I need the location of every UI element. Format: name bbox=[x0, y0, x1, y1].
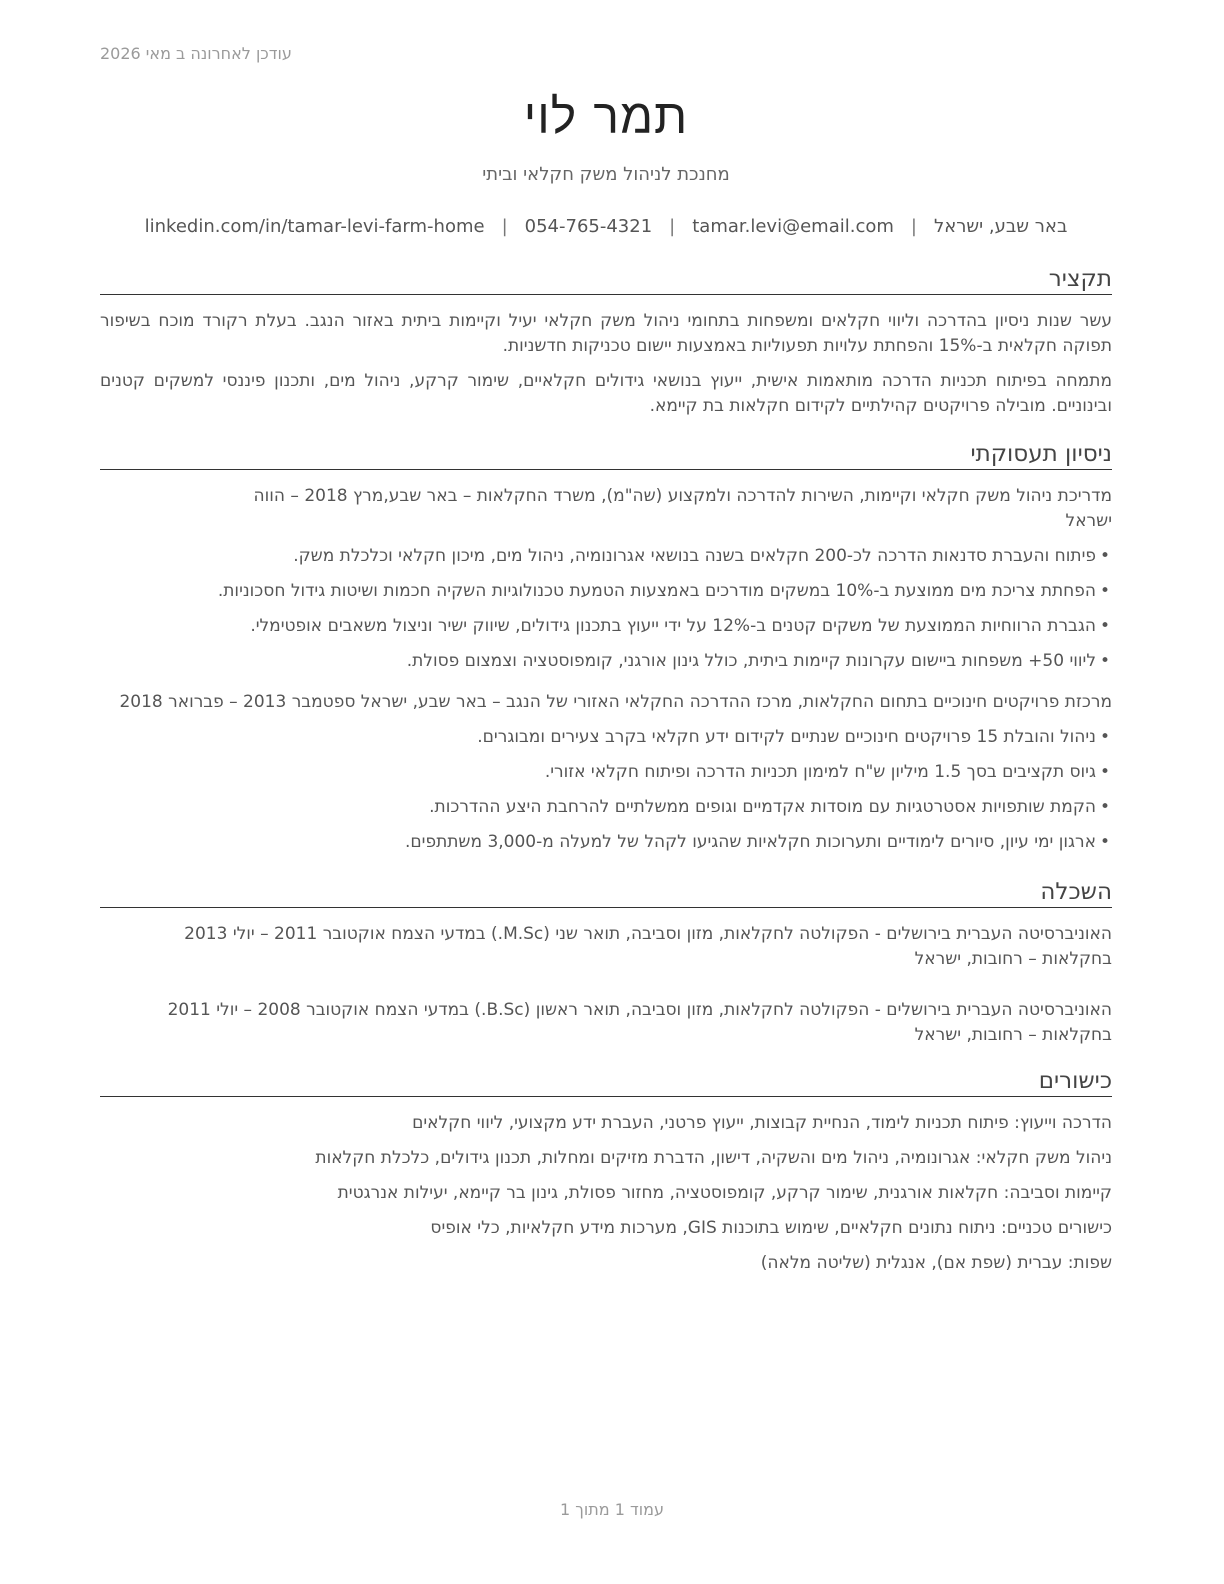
education-dates: אוקטובר 2011 – יולי 2013 bbox=[184, 924, 386, 944]
contact-separator: | bbox=[501, 216, 508, 237]
job-bullet: • גיוס תקציבים בסך 1.5 מיליון ש"ח למימון תכניות הדרכה ופיתוח חקלאי אזורי. bbox=[544, 762, 1110, 782]
job-heading bbox=[100, 484, 1112, 534]
summary-section bbox=[100, 264, 1112, 419]
contact-email[interactable]: tamar.levi@email.com bbox=[692, 216, 894, 237]
skill-line: קיימות וסביבה: חקלאות אורגנית, שימור קרקע, קומפוסטציה, מחזור פסולת, גינון בר קיימא, יעילות אנרגטית bbox=[337, 1183, 1112, 1203]
job-bullet: • ארגון ימי עיון, סיורים לימודיים ותערוכות חקלאיות שהגיעו לקהל של למעלה מ-3,000 משתתפים. bbox=[404, 832, 1110, 852]
job-bullet: • ליווי 50+ משפחות ביישום עקרונות קיימות ביתית, כולל גינון אורגני, קומפוסטציה וצמצום פסולת. bbox=[406, 651, 1110, 671]
education-entry bbox=[100, 998, 1112, 1048]
skill-line: ניהול משק חקלאי: אגרונומיה, ניהול מים והשקיה, דישון, הדברת מזיקים ומחלות, תכנון גידולים, כלכלת חקלאות bbox=[315, 1148, 1112, 1168]
job-location: ישראל bbox=[1065, 511, 1112, 531]
contact-separator: | bbox=[669, 216, 676, 237]
job-entry bbox=[100, 484, 1112, 674]
skill-line: שפות: עברית (שפת אם), אנגלית (שליטה מלאה) bbox=[760, 1253, 1112, 1273]
education-location: בחקלאות – רחובות, ישראל bbox=[914, 1025, 1112, 1045]
education-entry bbox=[100, 922, 1112, 972]
candidate-headline: מחנכת לניהול משק חקלאי וביתי bbox=[482, 164, 730, 185]
page-number: עמוד 1 מתוך 1 bbox=[560, 1500, 664, 1519]
education-degree: האוניברסיטה העברית בירושלים - הפקולטה לחקלאות, מזון וסביבה, תואר שני (M.Sc.) במדעי הצמח bbox=[391, 924, 1112, 944]
contact-phone[interactable]: 054-765-4321 bbox=[524, 216, 653, 237]
summary-paragraph: עשר שנות ניסיון בהדרכה וליווי חקלאים ומשפחות בתחומי ניהול משק חקלאי יעיל וקיימות ביתית באזור הנגב. בעלת רקורד מוכח בשיפור תפוקה חקלאית ב-15% והפחתת עלויות תפעוליות באמצעות יישום טכניקות חדשניות. bbox=[100, 311, 1112, 356]
last-updated-note: עודכן לאחרונה ב מאי 2026 bbox=[100, 44, 292, 63]
job-dates: ספטמבר 2013 – פברואר 2018 bbox=[119, 692, 356, 712]
education-section bbox=[100, 877, 1112, 1048]
job-bullet: • הפחתת צריכת מים ממוצעת ב-10% במשקים מודרכים באמצעות הטמעת טכנולוגיות השקיה חכמות ושיטות גידול חסכוניות. bbox=[217, 581, 1110, 601]
contact-linkedin[interactable]: linkedin.com/in/tamar-levi-farm-home bbox=[144, 216, 485, 237]
skill-line: הדרכה וייעוץ: פיתוח תכניות לימוד, הנחיית קבוצות, ייעוץ פרטני, העברת ידע מקצועי, ליווי חקלאים bbox=[412, 1113, 1112, 1133]
education-degree: האוניברסיטה העברית בירושלים - הפקולטה לחקלאות, מזון וסביבה, תואר ראשון (B.Sc.) במדעי הצמח bbox=[374, 1000, 1112, 1020]
job-heading bbox=[100, 690, 1112, 715]
contact-location: באר שבע, ישראל bbox=[933, 216, 1068, 237]
job-bullet: • הגברת הרווחיות הממוצעת של משקים קטנים ב-12% על ידי ייעוץ בתכנון גידולים, שיווק ישיר וניצול משאבים אופטימלי. bbox=[250, 616, 1110, 636]
experience-section bbox=[100, 439, 1112, 855]
education-title: השכלה bbox=[100, 877, 1112, 908]
summary-title: תקציר bbox=[100, 264, 1112, 295]
job-dates: מרץ 2018 – הווה bbox=[253, 486, 384, 506]
education-dates: אוקטובר 2008 – יולי 2011 bbox=[167, 1000, 370, 1020]
education-location: בחקלאות – רחובות, ישראל bbox=[914, 949, 1112, 969]
skills-section bbox=[100, 1066, 1112, 1276]
resume-content bbox=[100, 0, 1112, 1276]
job-bullets bbox=[100, 725, 1112, 855]
job-title-org: מרכזת פרויקטים חינוכיים בתחום החקלאות, מרכז ההדרכה החקלאי האזורי של הנגב – באר שבע, ישראל bbox=[360, 692, 1112, 712]
skills-title: כישורים bbox=[100, 1066, 1112, 1097]
contact-line bbox=[100, 214, 1112, 240]
contact-separator: | bbox=[910, 216, 917, 237]
job-bullet: • הקמת שותפויות אסטרטגיות עם מוסדות אקדמיים וגופים ממשלתיים להרחבת היצע ההדרכות. bbox=[429, 797, 1110, 817]
skill-line: כישורים טכניים: ניתוח נתונים חקלאיים, שימוש בתוכנות GIS, מערכות מידע חקלאיות, כלי אופיס bbox=[430, 1218, 1112, 1238]
job-bullet: • פיתוח והעברת סדנאות הדרכה לכ-200 חקלאים בשנה בנושאי אגרונומיה, ניהול מים, מיכון חקלאי וכלכלת משק. bbox=[293, 546, 1110, 566]
job-title-org: מדריכת ניהול משק חקלאי וקיימות, השירות להדרכה ולמקצוע (שה"מ), משרד החקלאות – באר שבע, bbox=[383, 486, 1112, 506]
summary-paragraph: מתמחה בפיתוח תכניות הדרכה מותאמות אישית, ייעוץ בנושאי גידולים חקלאיים, שימור קרקע, ניהול מים, ותכנון פיננסי למשקים קטנים ובינוניים. מובילה פרויקטים קהילתיים לקידום חקלאות בת קיימא. bbox=[100, 371, 1112, 416]
candidate-name: תמר לוי bbox=[523, 89, 689, 145]
job-bullets bbox=[100, 544, 1112, 674]
experience-title: ניסיון תעסוקתי bbox=[100, 439, 1112, 470]
job-bullet: • ניהול והובלת 15 פרויקטים חינוכיים שנתיים לקידום ידע חקלאי בקרב צעירים ומבוגרים. bbox=[477, 727, 1110, 747]
job-entry bbox=[100, 690, 1112, 855]
